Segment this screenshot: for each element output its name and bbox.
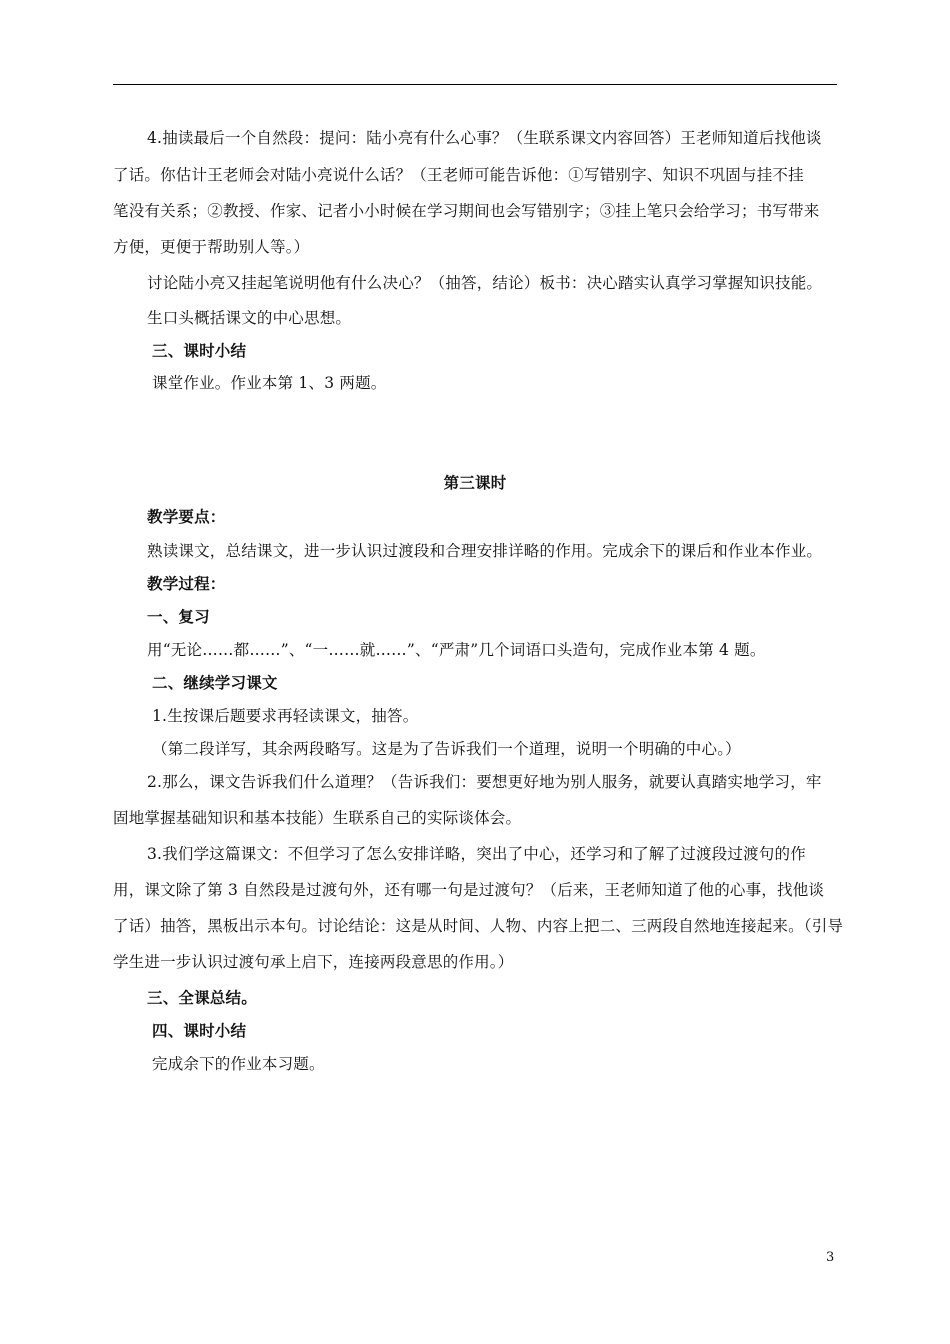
section-heading: 四、课时小结	[152, 1021, 247, 1040]
section-heading: 教学过程：	[147, 574, 226, 593]
paragraph-line: 了话）抽答，黑板出示本句。讨论结论：这是从时间、人物、内容上把二、三两段自然地连接起来。（引导	[113, 917, 844, 935]
header-rule	[113, 84, 837, 85]
paragraph-line: 方便，更便于帮助别人等。）	[113, 238, 310, 256]
paragraph-line: 完成余下的作业本习题。	[152, 1055, 325, 1073]
paragraph-line: 4.抽读最后一个自然段：提问：陆小亮有什么心事？（生联系课文内容回答）王老师知道后找他谈	[147, 129, 822, 147]
section-heading: 三、全课总结。	[147, 988, 257, 1007]
paragraph-line: 笔没有关系；②教授、作家、记者小小时候在学习期间也会写错别字；③挂上笔只会给学习；书写带来	[113, 202, 820, 220]
paragraph-line: 用，课文除了第 3 自然段是过渡句外，还有哪一句是过渡句？（后来，王老师知道了他的心事，找他谈	[113, 881, 825, 899]
paragraph-line: 用“无论……都……”、“一……就……”、“严肃”几个词语口头造句，完成作业本第 4 题。	[147, 641, 766, 659]
paragraph-line: 2.那么，课文告诉我们什么道理？（告诉我们：要想更好地为别人服务，就要认真踏实地学习，牢	[147, 773, 822, 791]
section-heading: 一、复习	[147, 607, 210, 626]
page-number: 3	[826, 1250, 835, 1265]
paragraph-line: 熟读课文，总结课文，进一步认识过渡段和合理安排详略的作用。完成余下的课后和作业本作业。	[147, 542, 823, 560]
paragraph-line: 1.生按课后题要求再轻读课文，抽答。	[152, 707, 419, 725]
paragraph-line: 3.我们学这篇课文：不但学习了怎么安排详略，突出了中心，还学习和了解了过渡段过渡句的作	[147, 845, 806, 863]
section-heading: 二、继续学习课文	[152, 673, 278, 692]
paragraph-line: 固地掌握基础知识和基本技能）生联系自己的实际谈体会。	[113, 809, 522, 827]
paragraph-line: （第二段详写，其余两段略写。这是为了告诉我们一个道理，说明一个明确的中心。）	[152, 740, 741, 758]
paragraph-line: 生口头概括课文的中心思想。	[147, 309, 352, 327]
section-heading: 三、课时小结	[152, 341, 247, 360]
paragraph-line: 课堂作业。作业本第 1、3 两题。	[152, 374, 387, 392]
paragraph-line: 学生进一步认识过渡句承上启下，连接两段意思的作用。）	[113, 953, 514, 971]
paragraph-line: 了话。你估计王老师会对陆小亮说什么话？（王老师可能告诉他：①写错别字、知识不巩固与挂不挂	[113, 166, 804, 184]
section-heading: 教学要点：	[147, 507, 226, 526]
paragraph-line: 讨论陆小亮又挂起笔说明他有什么决心？（抽答，结论）板书：决心踏实认真学习掌握知识技能。	[147, 274, 823, 292]
lesson-title: 第三课时	[443, 473, 507, 492]
